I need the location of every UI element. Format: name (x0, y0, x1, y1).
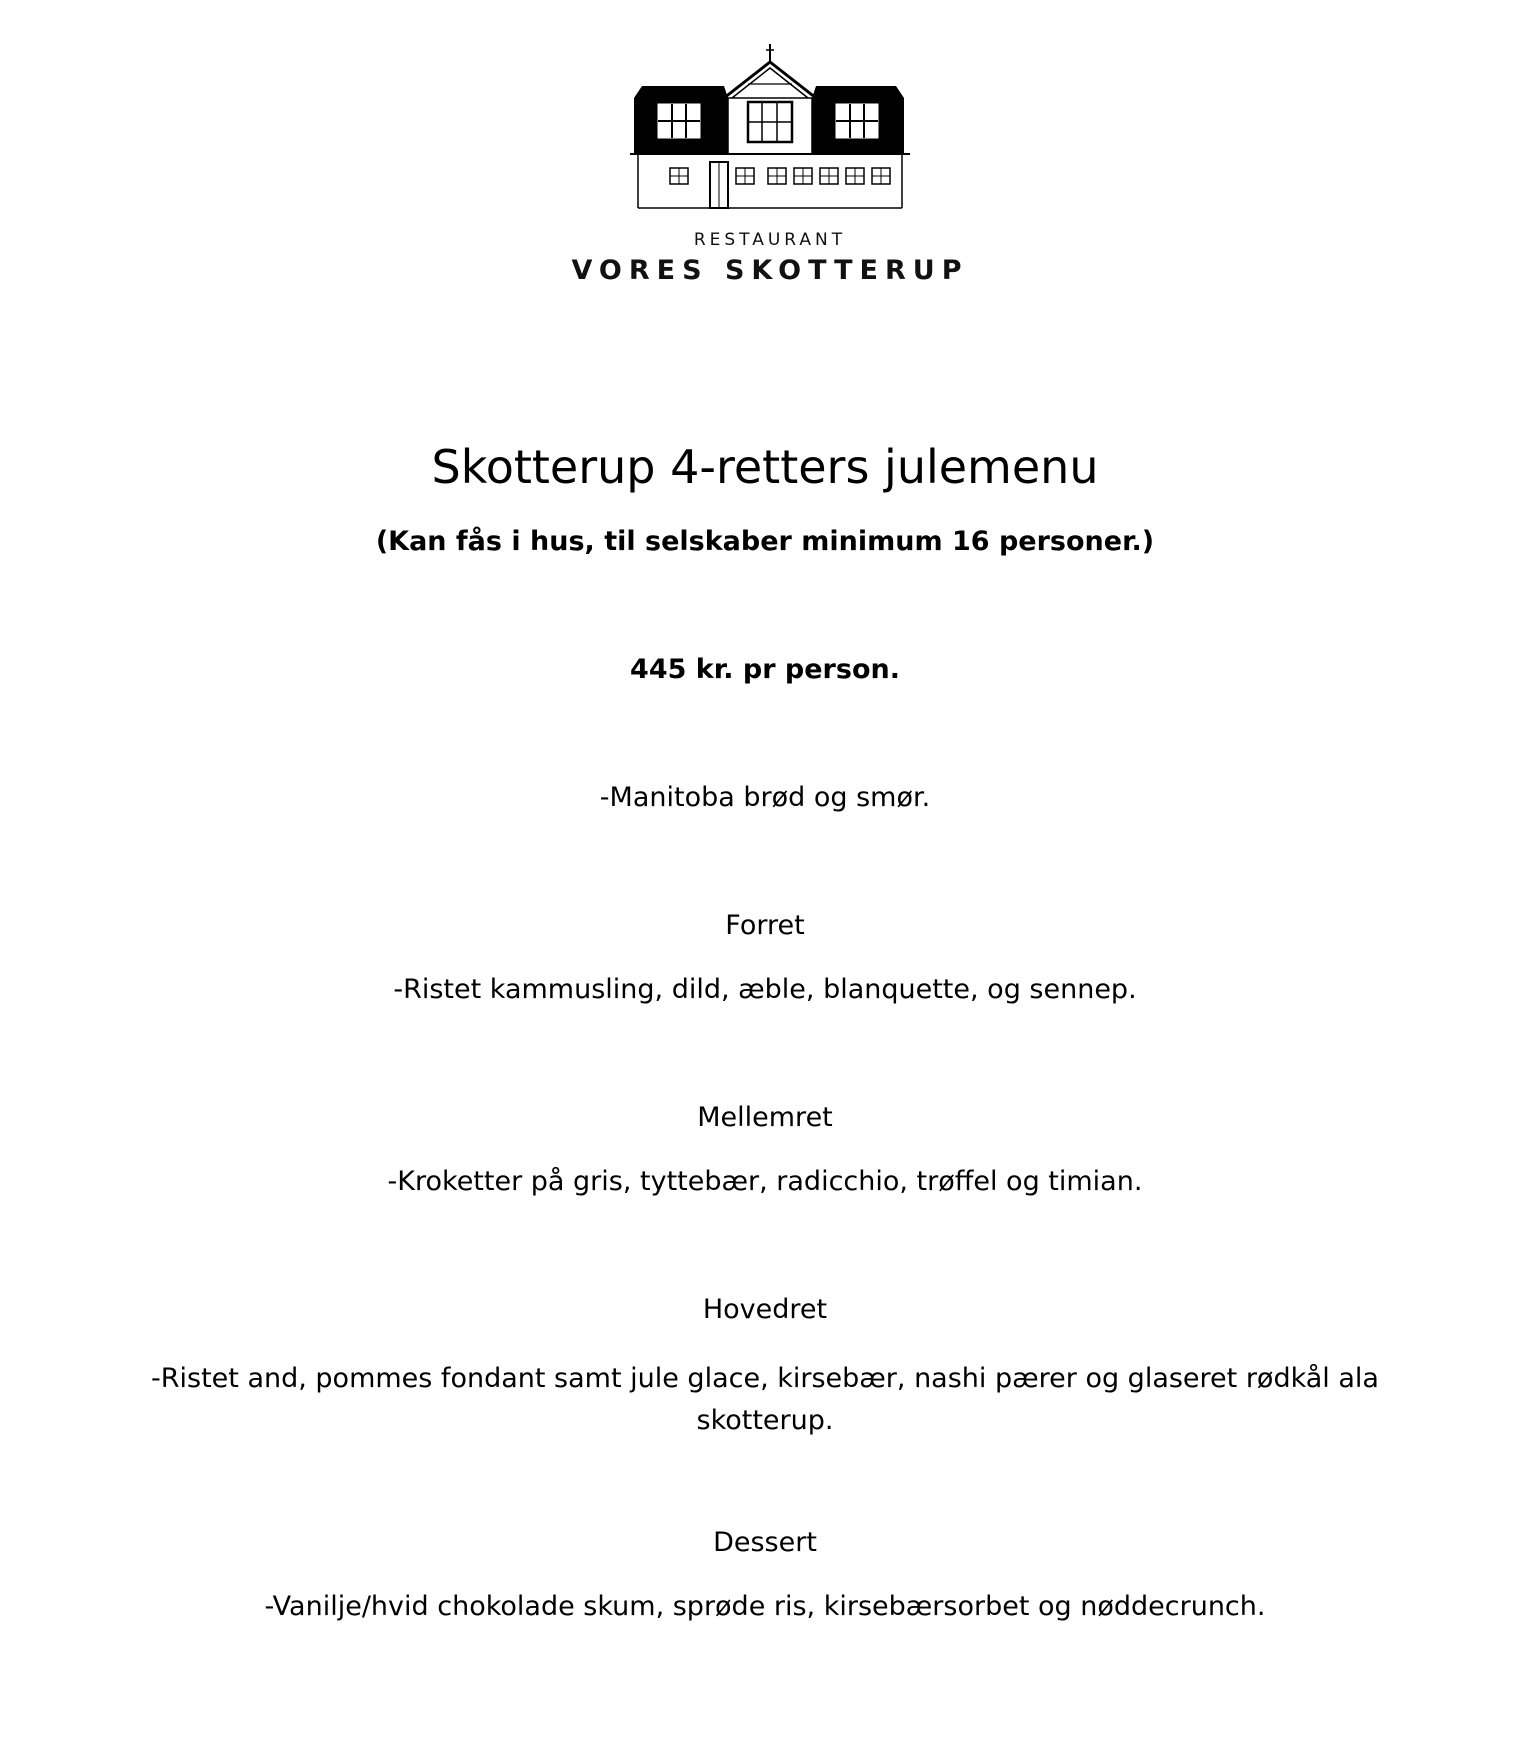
course-description: -Kroketter på gris, tyttebær, radicchio, trøffel og timian. (387, 1166, 1143, 1197)
course-heading: Hovedret (702, 1294, 828, 1325)
menu-subtitle: (Kan fås i hus, til selskaber minimum 16 personer.) (375, 526, 1155, 557)
logo-subtitle: RESTAURANT (693, 230, 847, 250)
menu-title: Skotterup 4-retters julemenu (431, 440, 1099, 494)
bread-line: -Manitoba brød og smør. (599, 782, 931, 813)
course-heading: Dessert (713, 1527, 817, 1558)
house-icon (628, 40, 912, 210)
course-description: -Ristet and, pommes fondant samt jule glace, kirsebær, nashi pærer og glaseret rødkål ala skotterup. (151, 1363, 1379, 1436)
course-description: -Vanilje/hvid chokolade skum, sprøde ris, kirsebærsorbet og nøddecrunch. (264, 1591, 1266, 1622)
logo-name: VORES SKOTTERUP (571, 255, 969, 286)
menu-price: 445 kr. pr person. (630, 654, 900, 685)
course-heading: Mellemret (697, 1102, 833, 1133)
course-heading: Forret (725, 910, 805, 941)
course-description: -Ristet kammusling, dild, æble, blanquette, og sennep. (393, 974, 1137, 1005)
restaurant-logo (560, 40, 980, 300)
